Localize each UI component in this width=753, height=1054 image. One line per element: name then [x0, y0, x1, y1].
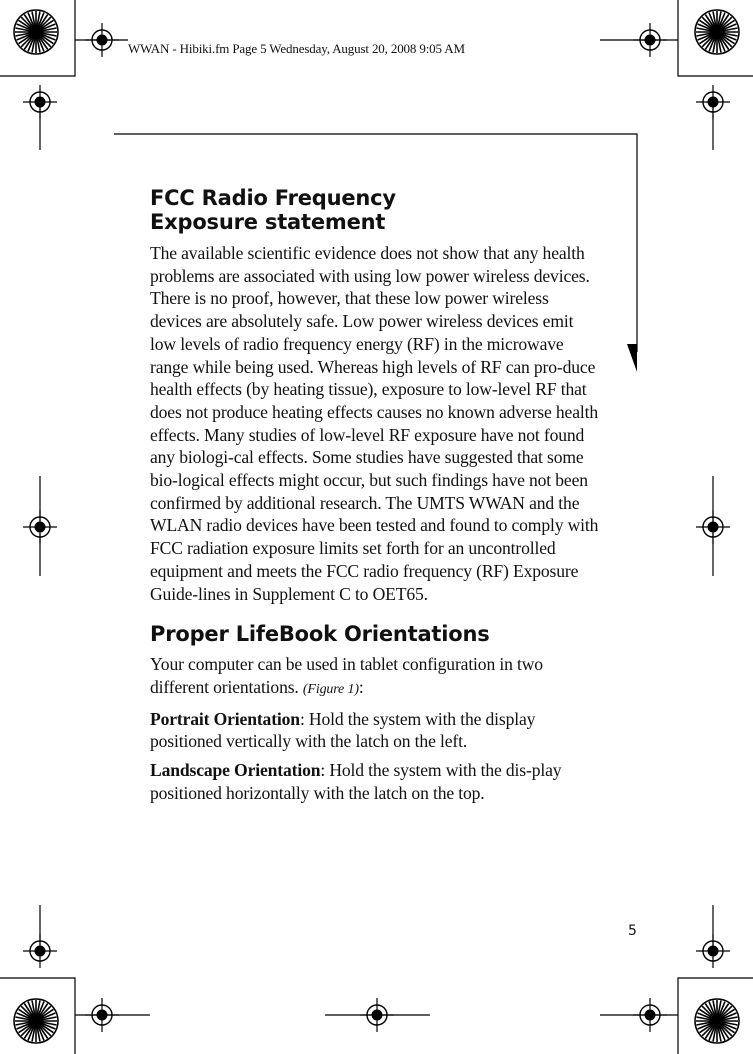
orientations-heading: Proper LifeBook Orientations	[150, 622, 490, 647]
landscape-description: : Hold the system with the dis-play positioned horizontally with the latch on the top.	[150, 760, 562, 803]
landscape-term: Landscape Orientation	[150, 760, 321, 781]
portrait-orientation-para	[150, 708, 602, 753]
frame-triangle	[627, 344, 637, 372]
landscape-orientation-para	[150, 759, 602, 804]
print-slug: WWAN - Hibiki.fm Page 5 Wednesday, August 20, 2008 9:05 AM	[128, 41, 465, 56]
orientations-intro-end: :	[358, 676, 364, 697]
fcc-heading	[150, 186, 602, 234]
fcc-heading-line2: Exposure statement	[150, 210, 386, 234]
orientations-intro	[150, 653, 602, 701]
figure-reference: (Figure 1)	[302, 681, 359, 697]
page-number: 5	[628, 923, 637, 939]
page-content	[150, 186, 602, 804]
orientations-intro-text: Your computer can be used in tablet configuration in two different orientations.	[150, 654, 543, 697]
portrait-term: Portrait Orientation	[150, 708, 300, 729]
fcc-heading-line1: FCC Radio Frequency	[150, 186, 396, 210]
fcc-statement-text: The available scientific evidence does not show that any health problems are associated with using low power wireless devices. There is no proof, however, that these low power wireless devices are absolutely safe. Low power wireless devices emit low levels of radio frequency energy (RF) in the microwave range while being used. Whereas high levels of RF can pro-duce health effects (by heating tissue), exposure to low-level RF that does not produce heating effects causes no known adverse health effects. Many studies of low-level RF exposure have not found any biologi-cal effects. Some studies have suggested that some bio-logical effects might occur, but such findings have not been confirmed by additional research. The UMTS WWAN and the WLAN radio devices have been tested and found to comply with FCC radiation exposure limits set forth for an uncontrolled equipment and meets the FCC radio frequency (RF) Exposure Guide-lines in Supplement C to OET65.	[150, 243, 599, 604]
portrait-description: : Hold the system with the display positioned vertically with the latch on the left.	[150, 708, 536, 752]
